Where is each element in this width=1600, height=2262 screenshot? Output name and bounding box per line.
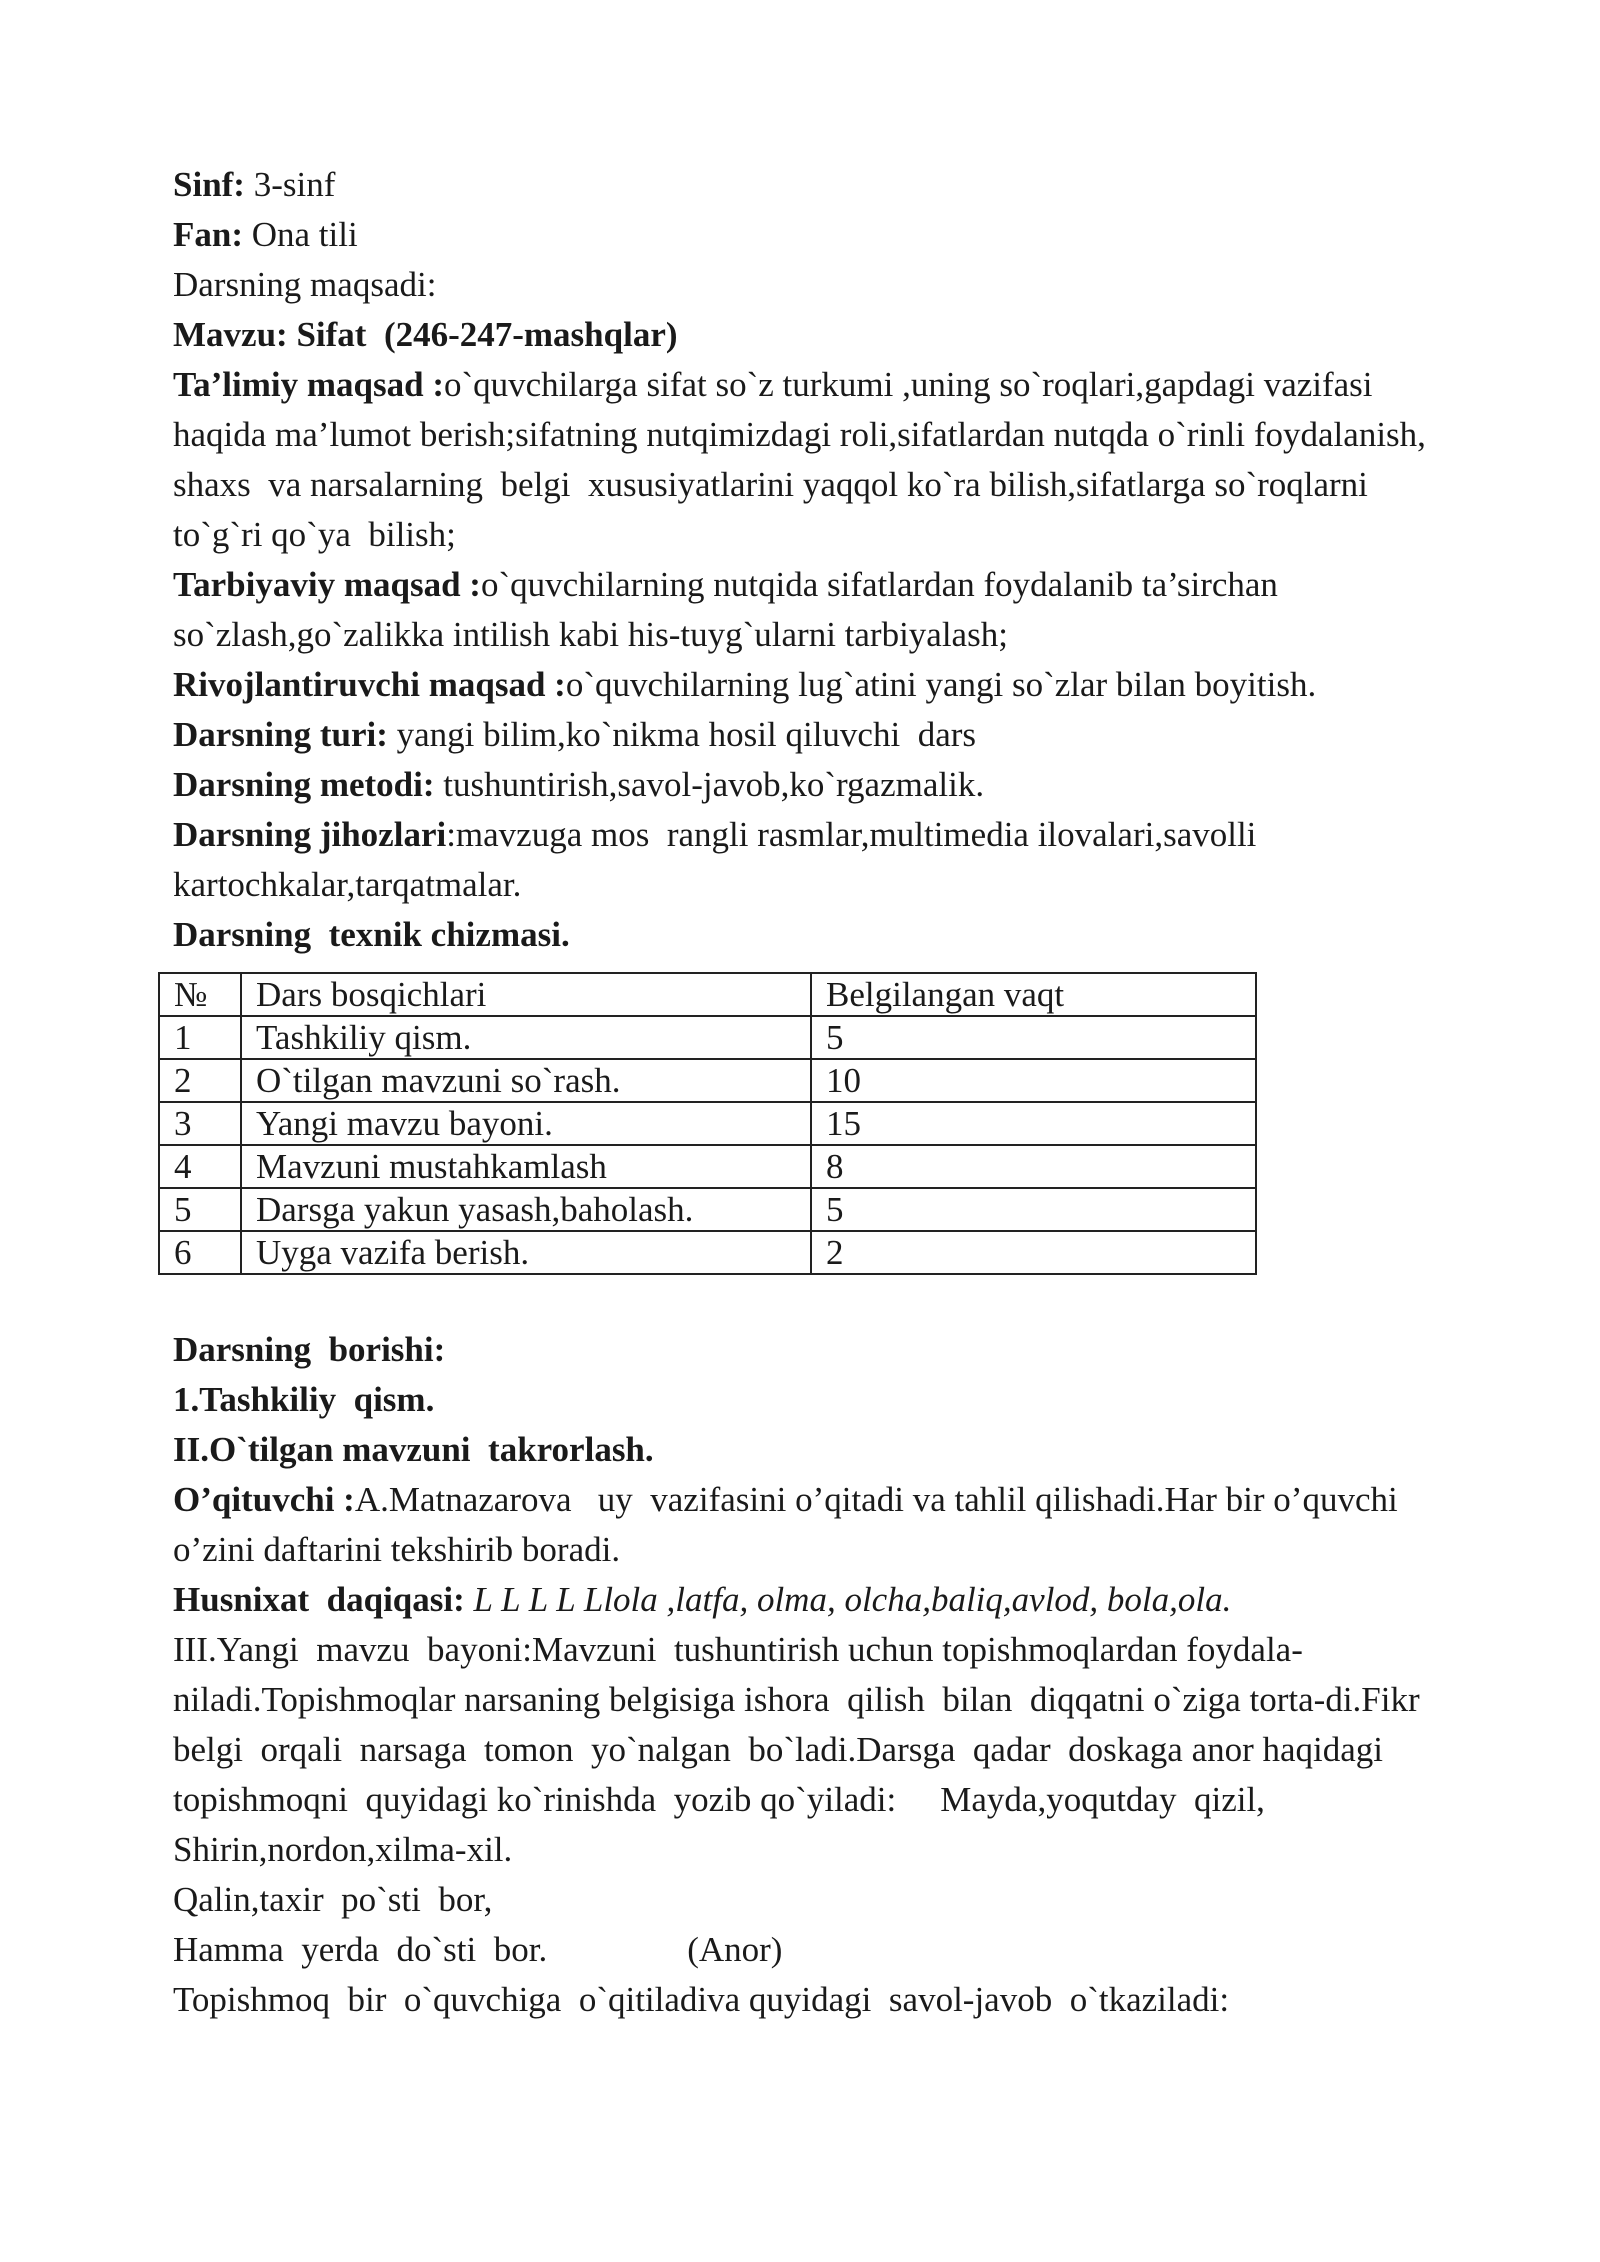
upbringing-goal-text-1: o`quvchilarning nutqida sifatlardan foydalanib ta’sirchan [480, 565, 1278, 604]
lesson-goal-heading: Darsning maqsadi: [173, 265, 437, 304]
teacher-line-2: o’zini daftarini tekshirib boradi. [173, 1530, 621, 1569]
educational-goal-line-1 [173, 360, 1543, 410]
riddle-line-1: Mayda,yoqutday qizil, [940, 1780, 1265, 1819]
step-3-line-4 [173, 1775, 1543, 1825]
class-line [173, 160, 1543, 210]
fan-value: Ona tili [243, 215, 358, 254]
teacher-text-1: A.Matnazarova uy vazifasini o’qitadi va tahlil qilishadi.Har bir o’quvchi [354, 1480, 1398, 1519]
lesson-type-value: yangi bilim,ko`nikma hosil qiluvchi dars [387, 715, 977, 754]
lesson-equipment-label: Darsning jihozlari [173, 815, 447, 854]
riddle-text-4: Hamma yerda do`sti bor. [173, 1930, 548, 1969]
riddle-line-2: Shirin,nordon,xilma-xil. [173, 1830, 513, 1869]
step-3-text-4: topishmoqni quyidagi ko`rinishda yozib qo`yiladi: [173, 1780, 897, 1819]
table-cell-time: 5 [811, 1016, 1256, 1059]
lesson-method-value: tushuntirish,savol-javob,ko`rgazmalik. [434, 765, 985, 804]
sinf-label: Sinf: [173, 165, 245, 204]
table-header-stages: Dars bosqichlari [241, 973, 811, 1016]
table-row [159, 1016, 1256, 1059]
developmental-goal-text: o`quvchilarning lug`atini yangi so`zlar bilan boyitish. [565, 665, 1317, 704]
table-cell-time: 5 [811, 1188, 1256, 1231]
table-cell-number: 3 [159, 1102, 241, 1145]
developmental-goal-label: Rivojlantiruvchi maqsad : [173, 665, 566, 704]
riddle-line-3: Qalin,taxir po`sti bor, [173, 1880, 493, 1919]
table-cell-number: 6 [159, 1231, 241, 1274]
table-row [159, 1102, 1256, 1145]
riddle-answer: (Anor) [687, 1930, 783, 1969]
technical-scheme-title-text: Darsning texnik chizmasi. [173, 915, 570, 954]
fan-label: Fan: [173, 215, 243, 254]
teacher-line-1 [173, 1475, 1543, 1525]
sinf-value: 3-sinf [244, 165, 336, 204]
table-cell-stage: O`tilgan mavzuni so`rash. [241, 1059, 811, 1102]
table-header-number: № [159, 973, 241, 1016]
educational-goal-text-1: o`quvchilarga sifat so`z turkumi ,uning so`roqlari,gapdagi vazifasi [443, 365, 1373, 404]
table-cell-stage: Tashkiliy qism. [241, 1016, 811, 1059]
table-cell-stage: Yangi mavzu bayoni. [241, 1102, 811, 1145]
table-cell-number: 1 [159, 1016, 241, 1059]
table-header-row [159, 973, 1256, 1016]
step-2-heading-text: II.O`tilgan mavzuni takrorlash. [173, 1430, 654, 1469]
lesson-equipment-text-1: :mavzuga mos rangli rasmlar,multimedia ilovalari,savolli [446, 815, 1257, 854]
upbringing-goal-label: Tarbiyaviy maqsad : [173, 565, 481, 604]
topic-text: Mavzu: Sifat (246-247-mashqlar) [173, 315, 678, 354]
lesson-type-line [173, 710, 1543, 760]
lesson-method-line [173, 760, 1543, 810]
subject-line [173, 210, 1543, 260]
upbringing-goal-line-1 [173, 560, 1543, 610]
calligraphy-text: L L L L Llola ,latfa, olma, olcha,baliq,avlod, bola,ola. [464, 1580, 1232, 1619]
table-cell-time: 10 [811, 1059, 1256, 1102]
table-header-time: Belgilangan vaqt [811, 973, 1256, 1016]
lesson-process-title [173, 1325, 1543, 1375]
table-row [159, 1231, 1256, 1274]
lesson-equipment-line-1 [173, 810, 1543, 860]
table-row [159, 1145, 1256, 1188]
step-1-heading [173, 1375, 1543, 1425]
table-cell-time: 2 [811, 1231, 1256, 1274]
document-page [173, 160, 1543, 2025]
table-cell-time: 15 [811, 1102, 1256, 1145]
teacher-label: O’qituvchi : [173, 1480, 355, 1519]
riddle-line-4 [173, 1925, 1543, 1975]
table-cell-number: 4 [159, 1145, 241, 1188]
calligraphy-label: Husnixat daqiqasi: [173, 1580, 465, 1619]
step-3-line-3: belgi orqali narsaga tomon yo`nalgan bo`ladi.Darsga qadar doskaga anor haqidagi [173, 1730, 1384, 1769]
lesson-type-label: Darsning turi: [173, 715, 388, 754]
table-cell-stage: Uyga vazifa berish. [241, 1231, 811, 1274]
step-3-line-1: III.Yangi mavzu bayoni:Mavzuni tushuntirish uchun topishmoqlardan foydala- [173, 1630, 1303, 1669]
step-1-heading-text: 1.Tashkiliy qism. [173, 1380, 435, 1419]
developmental-goal-line [173, 660, 1543, 710]
step-3-line-2: niladi.Topishmoqlar narsaning belgisiga ishora qilish bilan diqqatni o`ziga torta-di.Fikr [173, 1680, 1420, 1719]
table-cell-number: 5 [159, 1188, 241, 1231]
lesson-stages-table [158, 972, 1257, 1275]
table-cell-number: 2 [159, 1059, 241, 1102]
upbringing-goal-line-2: so`zlash,go`zalikka intilish kabi his-tuyg`ularni tarbiyalash; [173, 615, 1008, 654]
calligraphy-line [173, 1575, 1543, 1625]
educational-goal-line-2: haqida ma’lumot berish;sifatning nutqimizdagi roli,sifatlardan nutqda o`rinli foydalanish, [173, 415, 1426, 454]
table-row [159, 1059, 1256, 1102]
educational-goal-line-3: shaxs va narsalarning belgi xususiyatlarini yaqqol ko`ra bilish,sifatlarga so`roqlarni [173, 465, 1368, 504]
educational-goal-label: Ta’limiy maqsad : [173, 365, 444, 404]
lesson-method-label: Darsning metodi: [173, 765, 435, 804]
lesson-equipment-line-2: kartochkalar,tarqatmalar. [173, 865, 522, 904]
topic-line [173, 310, 1543, 360]
table-row [159, 1188, 1256, 1231]
table-cell-stage: Darsga yakun yasash,baholash. [241, 1188, 811, 1231]
table-cell-time: 8 [811, 1145, 1256, 1188]
lesson-process-title-text: Darsning borishi: [173, 1330, 446, 1369]
technical-scheme-title [173, 910, 1543, 960]
table-cell-stage: Mavzuni mustahkamlash [241, 1145, 811, 1188]
lesson-stages-table-wrap [158, 972, 1528, 1275]
final-line: Topishmoq bir o`quvchiga o`qitiladiva quyidagi savol-javob o`tkaziladi: [173, 1980, 1230, 2019]
educational-goal-line-4: to`g`ri qo`ya bilish; [173, 515, 456, 554]
step-2-heading [173, 1425, 1543, 1475]
